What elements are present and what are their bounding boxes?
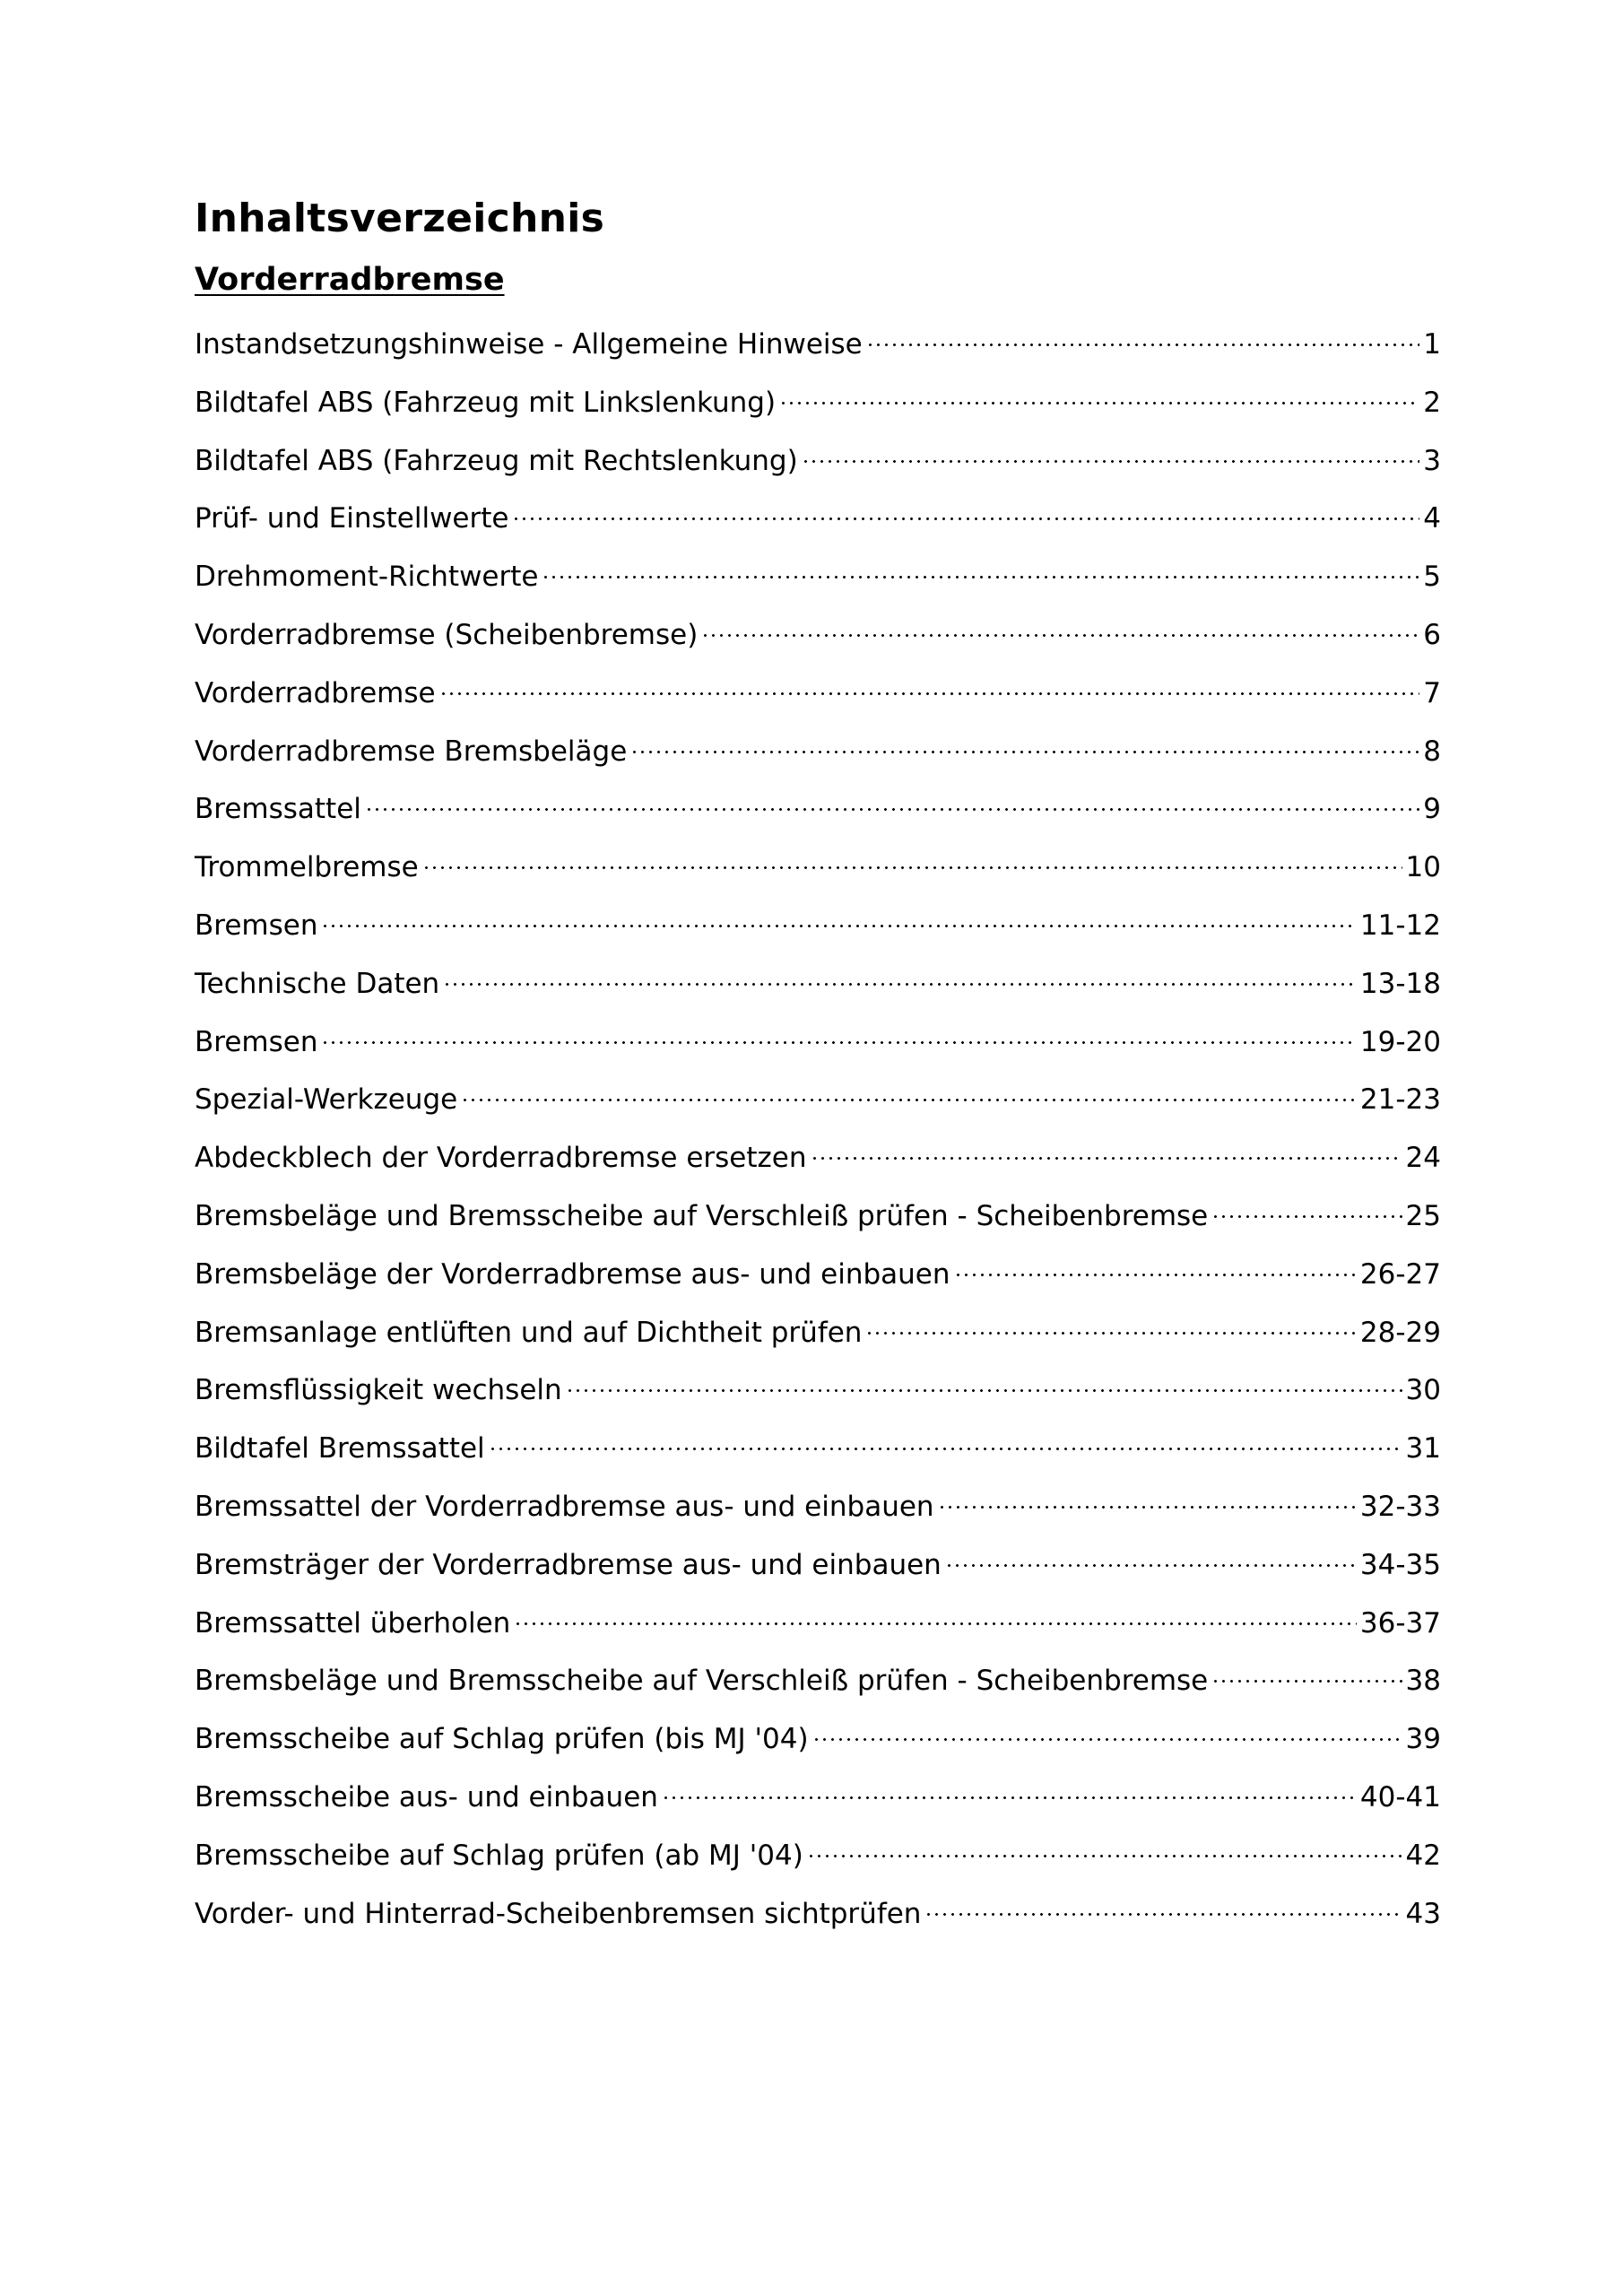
toc-entry-page-number: 21-23 — [1359, 1083, 1441, 1117]
toc-entry-title: Bremsscheibe auf Schlag prüfen (bis MJ '04) — [195, 1723, 809, 1756]
toc-entry-title: Bremsbeläge der Vorderradbremse aus- und einbauen — [195, 1257, 950, 1291]
toc-entry-title: Bremsen — [195, 1025, 318, 1058]
document-page — [195, 190, 1441, 1943]
dot-leader — [443, 983, 1357, 986]
toc-entry-page-number: 1 — [1423, 328, 1441, 361]
toc-entry-page-number: 4 — [1423, 502, 1441, 535]
dot-leader — [566, 1389, 1402, 1392]
dot-leader — [630, 751, 1419, 753]
section-title: Vorderradbremse — [195, 262, 505, 298]
toc-entry-page-number: 26-27 — [1359, 1257, 1441, 1291]
toc-entry-title: Bildtafel ABS (Fahrzeug mit Linkslenkung) — [195, 386, 777, 419]
toc-entry-title: Bremssattel überholen — [195, 1606, 511, 1639]
toc-entry[interactable] — [195, 1710, 1441, 1769]
page-title: Inhaltsverzeichnis — [195, 196, 605, 241]
toc-entry[interactable] — [195, 1071, 1441, 1129]
toc-entry-page-number: 2 — [1423, 386, 1441, 419]
toc-entry[interactable] — [195, 1652, 1441, 1710]
toc-entry-page-number: 36-37 — [1359, 1606, 1441, 1639]
dot-leader — [439, 692, 1420, 695]
toc-entry[interactable] — [195, 1304, 1441, 1362]
dot-leader — [924, 1913, 1402, 1916]
toc-entry-page-number: 5 — [1423, 561, 1441, 594]
toc-entry-page-number: 6 — [1423, 618, 1441, 651]
toc-entry-title: Vorderradbremse (Scheibenbremse) — [195, 618, 699, 651]
toc-entry[interactable] — [195, 1361, 1441, 1420]
dot-leader — [489, 1448, 1402, 1450]
dot-leader — [779, 402, 1419, 404]
dot-leader — [807, 1855, 1402, 1857]
toc-entry[interactable] — [195, 780, 1441, 839]
toc-entry-title: Abdeckblech der Vorderradbremse ersetzen — [195, 1142, 807, 1175]
toc-entry-title: Bremsträger der Vorderradbremse aus- und einbauen — [195, 1548, 942, 1581]
toc-entry[interactable] — [195, 955, 1441, 1013]
toc-entry-page-number: 13-18 — [1359, 967, 1441, 1000]
dot-leader — [701, 634, 1419, 637]
table-of-contents — [195, 316, 1441, 1943]
dot-leader — [865, 1332, 1356, 1335]
toc-entry[interactable] — [195, 665, 1441, 723]
toc-entry-page-number: 25 — [1405, 1199, 1441, 1232]
toc-entry-page-number: 42 — [1405, 1839, 1441, 1872]
toc-entry[interactable] — [195, 432, 1441, 491]
toc-entry-title: Vorderradbremse — [195, 676, 436, 709]
toc-entry[interactable] — [195, 1769, 1441, 1827]
dot-leader — [512, 517, 1419, 520]
toc-entry-title: Trommelbremse — [195, 851, 419, 884]
dot-leader — [662, 1796, 1357, 1799]
toc-entry-page-number: 28-29 — [1359, 1316, 1441, 1349]
toc-entry-page-number: 7 — [1423, 676, 1441, 709]
toc-entry[interactable] — [195, 490, 1441, 548]
toc-entry-title: Bildtafel Bremssattel — [195, 1432, 485, 1465]
toc-entry-page-number: 34-35 — [1359, 1548, 1441, 1581]
toc-entry-title: Drehmoment-Richtwerte — [195, 561, 539, 594]
toc-entry[interactable] — [195, 374, 1441, 432]
toc-entry-page-number: 11-12 — [1359, 909, 1441, 942]
dot-leader — [866, 344, 1420, 346]
toc-entry[interactable] — [195, 1595, 1441, 1653]
dot-leader — [945, 1564, 1357, 1567]
toc-entry-page-number: 43 — [1405, 1897, 1441, 1930]
toc-entry[interactable] — [195, 723, 1441, 781]
toc-entry-title: Technische Daten — [195, 967, 440, 1000]
dot-leader — [811, 1157, 1402, 1160]
dot-leader — [1211, 1215, 1402, 1218]
toc-entry-title: Bremsscheibe auf Schlag prüfen (ab MJ '04) — [195, 1839, 803, 1872]
toc-entry[interactable] — [195, 606, 1441, 665]
toc-entry[interactable] — [195, 548, 1441, 606]
toc-entry-title: Bremsen — [195, 909, 318, 942]
dot-leader — [514, 1622, 1357, 1625]
toc-entry-page-number: 19-20 — [1359, 1025, 1441, 1058]
toc-entry[interactable] — [195, 1129, 1441, 1187]
toc-entry-title: Vorder- und Hinterrad-Scheibenbremsen sichtprüfen — [195, 1897, 922, 1930]
dot-leader — [321, 1041, 1356, 1044]
toc-entry[interactable] — [195, 1420, 1441, 1478]
toc-entry[interactable] — [195, 1827, 1441, 1885]
toc-entry-title: Bremsflüssigkeit wechseln — [195, 1374, 562, 1407]
toc-entry-title: Spezial-Werkzeuge — [195, 1083, 458, 1117]
toc-entry-title: Prüf- und Einstellwerte — [195, 502, 509, 535]
toc-entry-title: Bremsscheibe aus- und einbauen — [195, 1780, 658, 1813]
dot-leader — [1211, 1680, 1402, 1683]
toc-entry-page-number: 10 — [1405, 851, 1441, 884]
toc-entry-page-number: 38 — [1405, 1665, 1441, 1698]
toc-entry-title: Vorderradbremse Bremsbeläge — [195, 735, 628, 768]
toc-entry-title: Instandsetzungshinweise - Allgemeine Hinweise — [195, 328, 863, 361]
dot-leader — [321, 925, 1356, 927]
toc-entry-page-number: 8 — [1423, 735, 1441, 768]
toc-entry-title: Bremssattel der Vorderradbremse aus- und einbauen — [195, 1490, 934, 1523]
toc-entry-page-number: 31 — [1405, 1432, 1441, 1465]
toc-entry-title: Bremsanlage entlüften und auf Dichtheit prüfen — [195, 1316, 863, 1349]
dot-leader — [812, 1738, 1402, 1741]
dot-leader — [802, 460, 1420, 463]
dot-leader — [422, 866, 1402, 869]
dot-leader — [365, 808, 1419, 811]
toc-entry-title: Bremssattel — [195, 793, 361, 826]
toc-entry-page-number: 3 — [1423, 444, 1441, 477]
toc-entry[interactable] — [195, 1536, 1441, 1595]
toc-entry[interactable] — [195, 1187, 1441, 1246]
toc-entry[interactable] — [195, 316, 1441, 374]
toc-entry-page-number: 30 — [1405, 1374, 1441, 1407]
toc-entry-title: Bremsbeläge und Bremsscheibe auf Verschleiß prüfen - Scheibenbremse — [195, 1665, 1209, 1698]
toc-entry-page-number: 24 — [1405, 1142, 1441, 1175]
dot-leader — [954, 1274, 1357, 1276]
toc-entry-page-number: 32-33 — [1359, 1490, 1441, 1523]
toc-entry[interactable] — [195, 1885, 1441, 1944]
dot-leader — [461, 1099, 1357, 1101]
toc-entry[interactable] — [195, 1478, 1441, 1536]
toc-entry[interactable] — [195, 897, 1441, 955]
dot-leader — [938, 1506, 1357, 1509]
toc-entry-page-number: 39 — [1405, 1723, 1441, 1756]
dot-leader — [542, 576, 1419, 578]
toc-entry-title: Bremsbeläge und Bremsscheibe auf Verschleiß prüfen - Scheibenbremse — [195, 1199, 1209, 1232]
toc-entry[interactable] — [195, 839, 1441, 897]
toc-entry-title: Bildtafel ABS (Fahrzeug mit Rechtslenkung) — [195, 444, 798, 477]
toc-entry[interactable] — [195, 1246, 1441, 1304]
toc-entry-page-number: 9 — [1423, 793, 1441, 826]
toc-entry-page-number: 40-41 — [1359, 1780, 1441, 1813]
toc-entry[interactable] — [195, 1013, 1441, 1072]
